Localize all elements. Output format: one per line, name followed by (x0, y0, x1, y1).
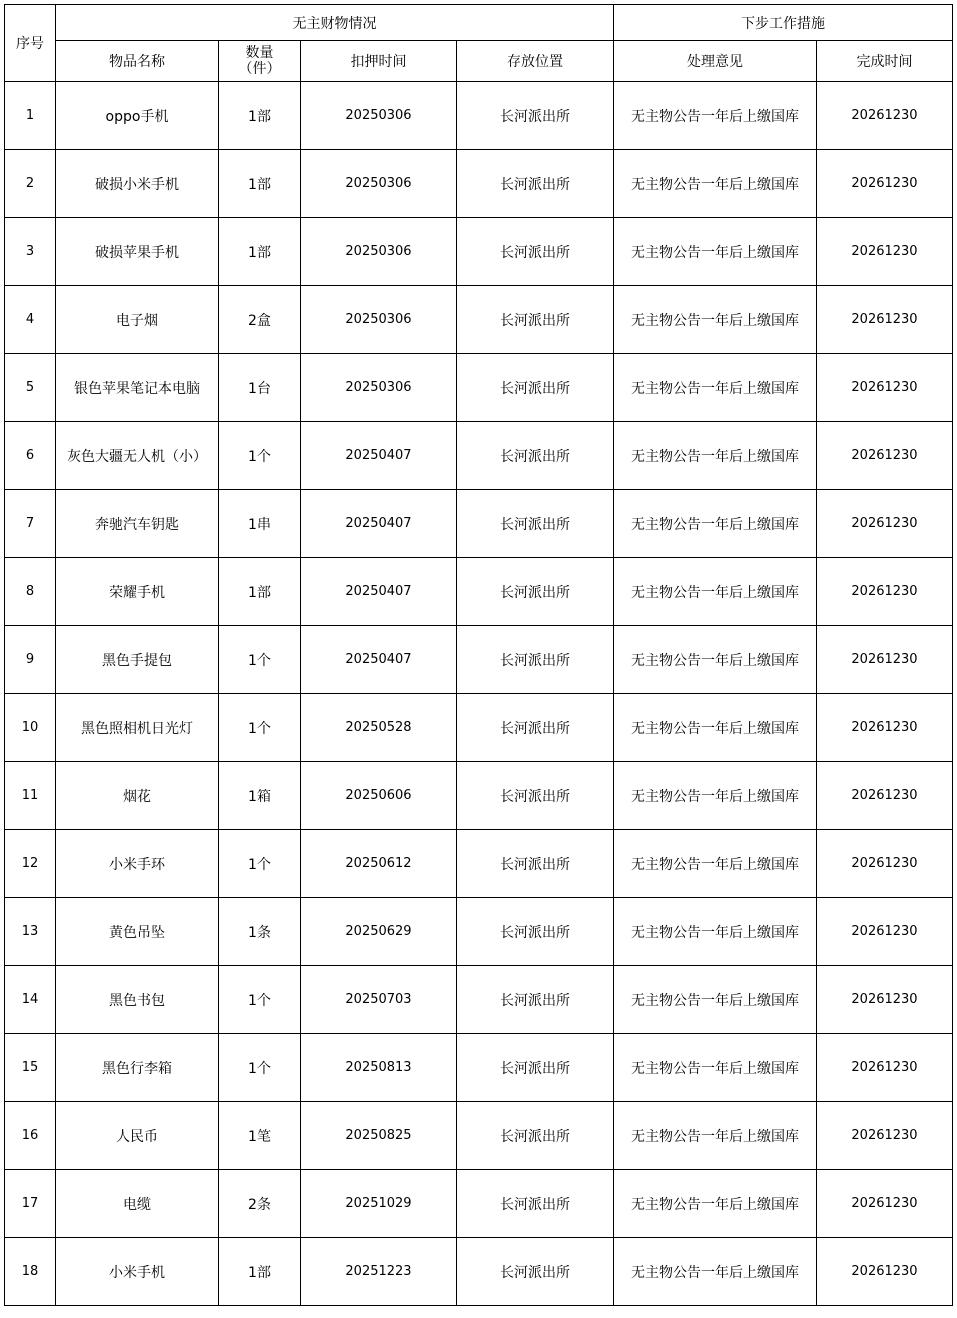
cell-seized-date: 20250306 (301, 150, 457, 218)
table-row (5, 150, 953, 218)
cell-completion-date: 20261230 (817, 354, 953, 422)
table-row (5, 422, 953, 490)
cell-quantity: 1部 (219, 150, 301, 218)
header-group-next-steps: 下步工作措施 (614, 5, 953, 41)
cell-completion-date: 20261230 (817, 1102, 953, 1170)
cell-completion-date: 20261230 (817, 762, 953, 830)
cell-quantity: 2条 (219, 1170, 301, 1238)
cell-storage-location: 长河派出所 (457, 966, 614, 1034)
cell-seized-date: 20250813 (301, 1034, 457, 1102)
cell-item-name: 电缆 (56, 1170, 219, 1238)
cell-index: 15 (5, 1034, 56, 1102)
cell-index: 18 (5, 1238, 56, 1306)
table-row (5, 82, 953, 150)
cell-seized-date: 20250407 (301, 558, 457, 626)
cell-index: 1 (5, 82, 56, 150)
cell-disposal-opinion: 无主物公告一年后上缴国库 (614, 1034, 817, 1102)
cell-disposal-opinion: 无主物公告一年后上缴国库 (614, 1170, 817, 1238)
cell-index: 8 (5, 558, 56, 626)
cell-quantity: 1台 (219, 354, 301, 422)
cell-disposal-opinion: 无主物公告一年后上缴国库 (614, 218, 817, 286)
cell-seized-date: 20250612 (301, 830, 457, 898)
cell-item-name: oppo手机 (56, 82, 219, 150)
cell-storage-location: 长河派出所 (457, 762, 614, 830)
cell-index: 5 (5, 354, 56, 422)
cell-disposal-opinion: 无主物公告一年后上缴国库 (614, 966, 817, 1034)
table-row (5, 626, 953, 694)
cell-seized-date: 20250703 (301, 966, 457, 1034)
table-row (5, 558, 953, 626)
header-disposal-opinion: 处理意见 (614, 41, 817, 82)
cell-disposal-opinion: 无主物公告一年后上缴国库 (614, 830, 817, 898)
cell-completion-date: 20261230 (817, 286, 953, 354)
cell-completion-date: 20261230 (817, 82, 953, 150)
cell-disposal-opinion: 无主物公告一年后上缴国库 (614, 490, 817, 558)
cell-seized-date: 20250306 (301, 82, 457, 150)
cell-quantity: 1个 (219, 830, 301, 898)
cell-index: 16 (5, 1102, 56, 1170)
header-completion-date: 完成时间 (817, 41, 953, 82)
table-body (5, 82, 953, 1306)
header-row-group (5, 5, 953, 41)
table-row (5, 898, 953, 966)
cell-item-name: 银色苹果笔记本电脑 (56, 354, 219, 422)
cell-seized-date: 20251029 (301, 1170, 457, 1238)
cell-index: 9 (5, 626, 56, 694)
header-quantity (219, 41, 301, 82)
cell-index: 7 (5, 490, 56, 558)
cell-seized-date: 20250306 (301, 354, 457, 422)
cell-index: 12 (5, 830, 56, 898)
cell-seized-date: 20250306 (301, 218, 457, 286)
table-row (5, 1238, 953, 1306)
table-row (5, 1034, 953, 1102)
cell-index: 6 (5, 422, 56, 490)
cell-completion-date: 20261230 (817, 490, 953, 558)
cell-storage-location: 长河派出所 (457, 1238, 614, 1306)
cell-disposal-opinion: 无主物公告一年后上缴国库 (614, 422, 817, 490)
cell-disposal-opinion: 无主物公告一年后上缴国库 (614, 694, 817, 762)
cell-quantity: 1个 (219, 626, 301, 694)
cell-seized-date: 20251223 (301, 1238, 457, 1306)
cell-quantity: 1部 (219, 82, 301, 150)
cell-seized-date: 20250629 (301, 898, 457, 966)
header-quantity-line2: （件） (238, 61, 281, 77)
table-row (5, 490, 953, 558)
cell-index: 17 (5, 1170, 56, 1238)
cell-completion-date: 20261230 (817, 626, 953, 694)
cell-completion-date: 20261230 (817, 966, 953, 1034)
cell-storage-location: 长河派出所 (457, 82, 614, 150)
cell-index: 10 (5, 694, 56, 762)
cell-quantity: 1箱 (219, 762, 301, 830)
cell-quantity: 1个 (219, 966, 301, 1034)
cell-item-name: 电子烟 (56, 286, 219, 354)
cell-completion-date: 20261230 (817, 422, 953, 490)
cell-completion-date: 20261230 (817, 1170, 953, 1238)
cell-completion-date: 20261230 (817, 218, 953, 286)
cell-item-name: 灰色大疆无人机（小） (56, 422, 219, 490)
header-index: 序号 (5, 5, 56, 82)
cell-index: 11 (5, 762, 56, 830)
table-row (5, 830, 953, 898)
table-row (5, 354, 953, 422)
header-quantity-line1: 数量 (245, 45, 274, 61)
cell-seized-date: 20250306 (301, 286, 457, 354)
cell-item-name: 黑色照相机日光灯 (56, 694, 219, 762)
cell-storage-location: 长河派出所 (457, 830, 614, 898)
cell-completion-date: 20261230 (817, 558, 953, 626)
cell-seized-date: 20250825 (301, 1102, 457, 1170)
cell-completion-date: 20261230 (817, 830, 953, 898)
cell-seized-date: 20250407 (301, 490, 457, 558)
cell-seized-date: 20250407 (301, 422, 457, 490)
cell-storage-location: 长河派出所 (457, 1102, 614, 1170)
cell-storage-location: 长河派出所 (457, 354, 614, 422)
cell-quantity: 1个 (219, 1034, 301, 1102)
table-row (5, 286, 953, 354)
header-item-name: 物品名称 (56, 41, 219, 82)
cell-disposal-opinion: 无主物公告一年后上缴国库 (614, 626, 817, 694)
cell-index: 2 (5, 150, 56, 218)
cell-index: 13 (5, 898, 56, 966)
cell-completion-date: 20261230 (817, 1238, 953, 1306)
table-row (5, 1170, 953, 1238)
cell-completion-date: 20261230 (817, 150, 953, 218)
cell-index: 14 (5, 966, 56, 1034)
cell-disposal-opinion: 无主物公告一年后上缴国库 (614, 898, 817, 966)
header-storage-location: 存放位置 (457, 41, 614, 82)
cell-quantity: 1个 (219, 422, 301, 490)
cell-quantity: 1笔 (219, 1102, 301, 1170)
cell-item-name: 破损小米手机 (56, 150, 219, 218)
cell-quantity: 1个 (219, 694, 301, 762)
cell-quantity: 1部 (219, 218, 301, 286)
cell-item-name: 黑色行李箱 (56, 1034, 219, 1102)
cell-index: 3 (5, 218, 56, 286)
cell-disposal-opinion: 无主物公告一年后上缴国库 (614, 762, 817, 830)
cell-item-name: 黄色吊坠 (56, 898, 219, 966)
cell-quantity: 1串 (219, 490, 301, 558)
cell-seized-date: 20250528 (301, 694, 457, 762)
cell-disposal-opinion: 无主物公告一年后上缴国库 (614, 1238, 817, 1306)
cell-quantity: 1部 (219, 558, 301, 626)
cell-item-name: 小米手环 (56, 830, 219, 898)
cell-completion-date: 20261230 (817, 694, 953, 762)
cell-item-name: 人民币 (56, 1102, 219, 1170)
table-row (5, 966, 953, 1034)
cell-item-name: 烟花 (56, 762, 219, 830)
cell-item-name: 黑色手提包 (56, 626, 219, 694)
cell-storage-location: 长河派出所 (457, 422, 614, 490)
cell-item-name: 破损苹果手机 (56, 218, 219, 286)
cell-completion-date: 20261230 (817, 1034, 953, 1102)
cell-storage-location: 长河派出所 (457, 1034, 614, 1102)
cell-disposal-opinion: 无主物公告一年后上缴国库 (614, 354, 817, 422)
cell-storage-location: 长河派出所 (457, 490, 614, 558)
cell-seized-date: 20250407 (301, 626, 457, 694)
cell-storage-location: 长河派出所 (457, 286, 614, 354)
cell-item-name: 黑色书包 (56, 966, 219, 1034)
cell-storage-location: 长河派出所 (457, 1170, 614, 1238)
cell-storage-location: 长河派出所 (457, 558, 614, 626)
header-seized-date: 扣押时间 (301, 41, 457, 82)
cell-quantity: 2盒 (219, 286, 301, 354)
cell-completion-date: 20261230 (817, 898, 953, 966)
cell-storage-location: 长河派出所 (457, 626, 614, 694)
cell-disposal-opinion: 无主物公告一年后上缴国库 (614, 286, 817, 354)
cell-storage-location: 长河派出所 (457, 150, 614, 218)
cell-disposal-opinion: 无主物公告一年后上缴国库 (614, 1102, 817, 1170)
cell-disposal-opinion: 无主物公告一年后上缴国库 (614, 82, 817, 150)
cell-quantity: 1条 (219, 898, 301, 966)
table-row (5, 218, 953, 286)
table-row (5, 1102, 953, 1170)
cell-item-name: 奔驰汽车钥匙 (56, 490, 219, 558)
header-group-unclaimed-property: 无主财物情况 (56, 5, 614, 41)
cell-storage-location: 长河派出所 (457, 218, 614, 286)
table-row (5, 694, 953, 762)
cell-item-name: 荣耀手机 (56, 558, 219, 626)
cell-item-name: 小米手机 (56, 1238, 219, 1306)
unclaimed-property-table (4, 4, 953, 1306)
cell-storage-location: 长河派出所 (457, 898, 614, 966)
cell-disposal-opinion: 无主物公告一年后上缴国库 (614, 150, 817, 218)
cell-quantity: 1部 (219, 1238, 301, 1306)
cell-seized-date: 20250606 (301, 762, 457, 830)
cell-disposal-opinion: 无主物公告一年后上缴国库 (614, 558, 817, 626)
header-row-columns (5, 41, 953, 82)
table-row (5, 762, 953, 830)
cell-storage-location: 长河派出所 (457, 694, 614, 762)
cell-index: 4 (5, 286, 56, 354)
